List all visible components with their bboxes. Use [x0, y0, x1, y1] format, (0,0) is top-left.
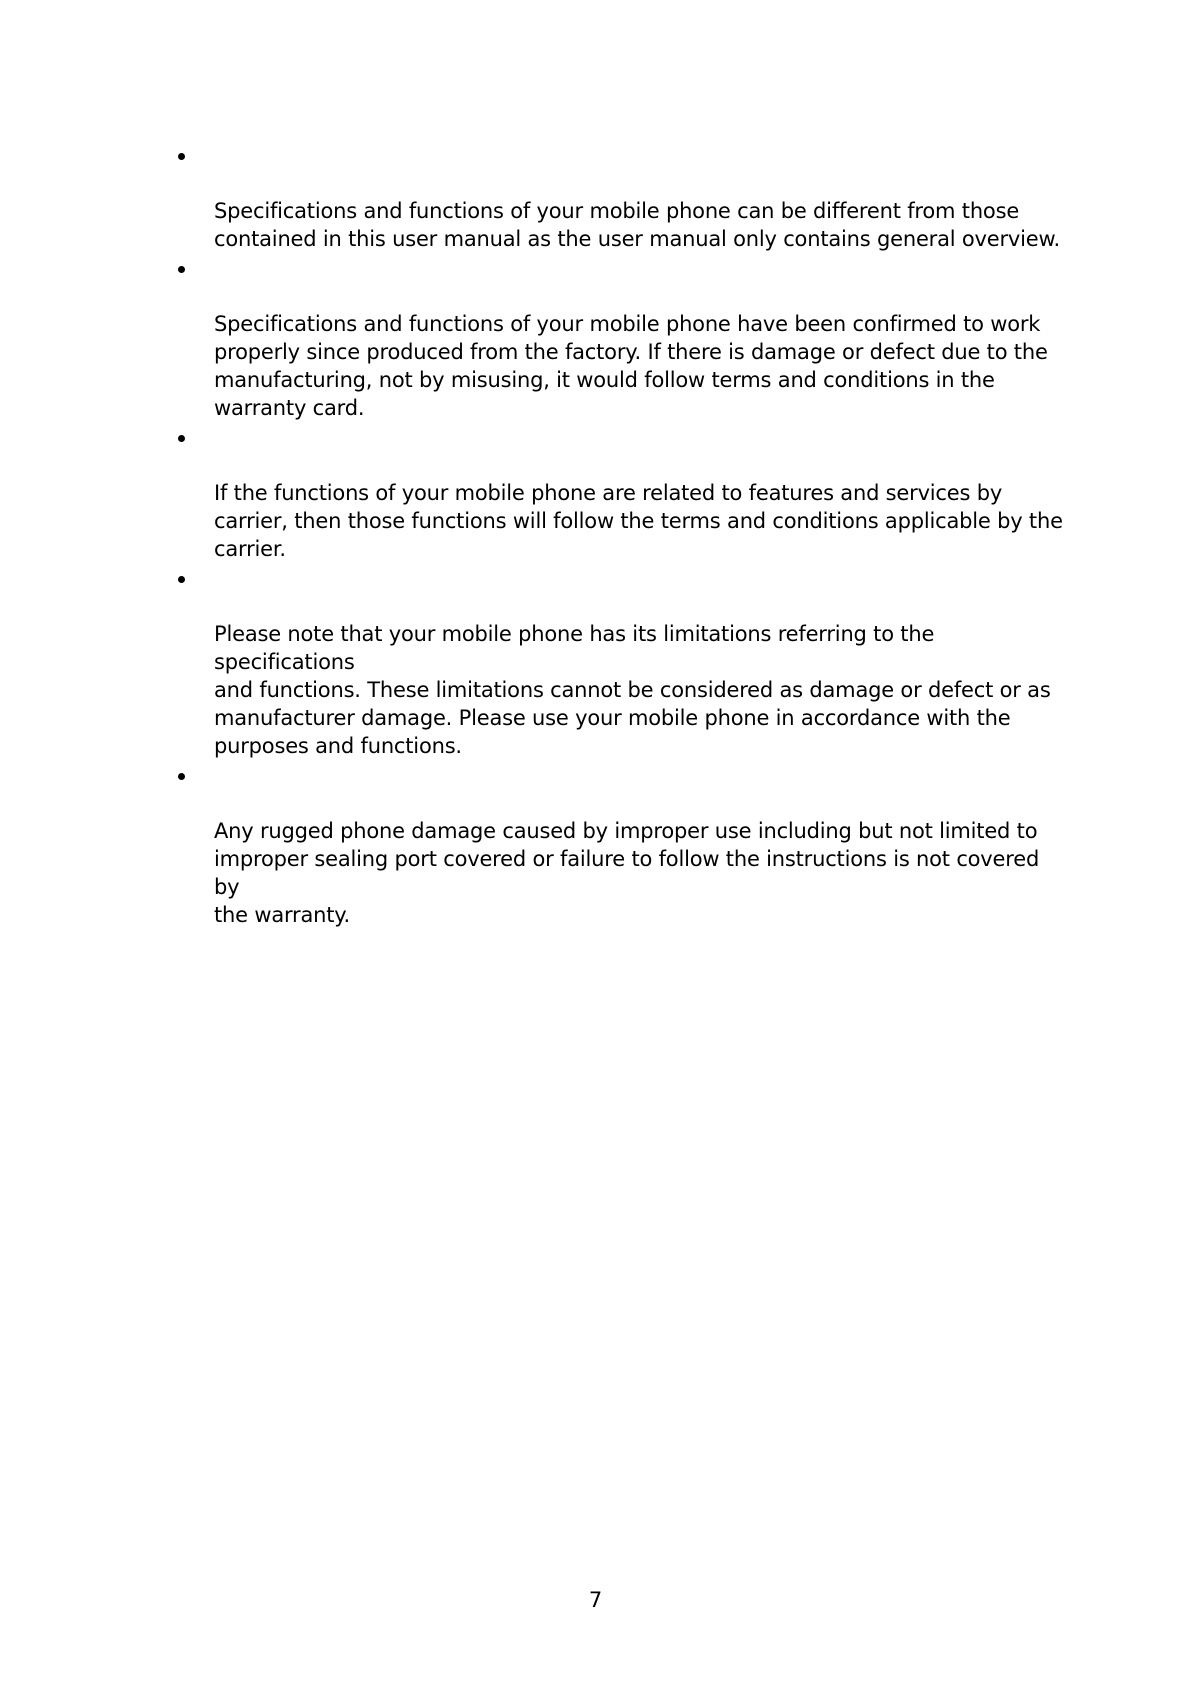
bullet-icon — [178, 773, 185, 780]
list-item — [178, 141, 1068, 253]
bullet-icon — [178, 153, 185, 160]
page-number: 7 — [588, 1588, 603, 1612]
list-item-text: Specifications and functions of your mobile phone can be different from those contained in this user manual as the user manual only contains general overview. — [214, 199, 1061, 251]
bullet-icon — [178, 576, 185, 583]
bullet-icon — [178, 435, 185, 442]
list-item — [178, 254, 1068, 422]
list-item — [178, 423, 1068, 563]
list-item-text: Specifications and functions of your mobile phone have been confirmed to work properly since produced from the factory. If there is damage or defect due to the manufacturing, not by misusing, it would follow terms and conditions in the warranty card. — [214, 312, 1048, 420]
list-item — [178, 564, 1068, 760]
list-item — [178, 761, 1068, 929]
list-item-text: Any rugged phone damage caused by improper use including but not limited to improper sealing port covered or failure to follow the instructions is not covered by the warranty. — [214, 819, 1040, 927]
list-item-text: Please note that your mobile phone has its limitations referring to the specifications and functions. These limitations cannot be considered as damage or defect or as manufacturer damage. Please use your mobile phone in accordance with the purposes and functions. — [214, 622, 1051, 758]
bullet-list — [178, 141, 1068, 930]
bullet-icon — [178, 266, 185, 273]
list-item-text: If the functions of your mobile phone are related to features and services by carrier, then those functions will follow the terms and conditions applicable by the carrier. — [214, 481, 1063, 561]
